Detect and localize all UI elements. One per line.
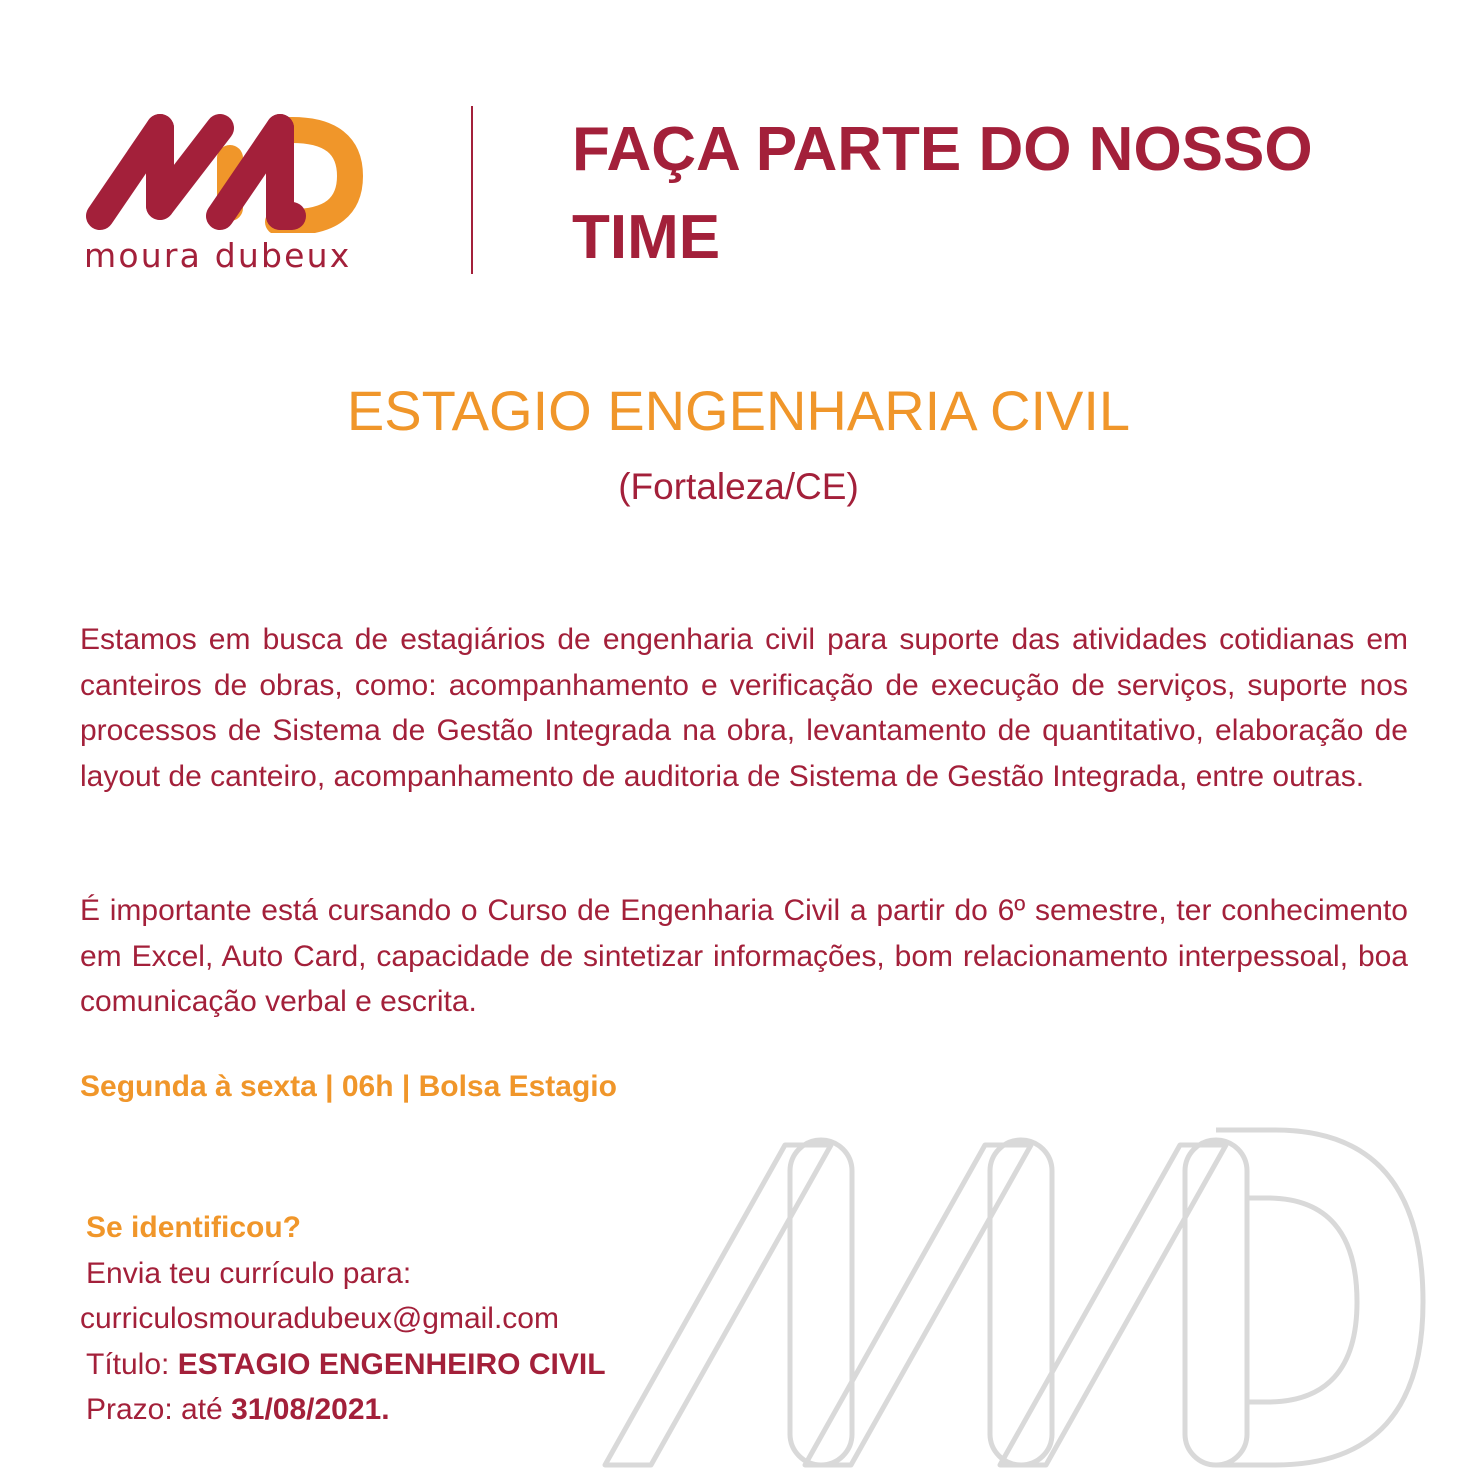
job-title: ESTAGIO ENGENHARIA CIVIL <box>346 379 1131 442</box>
contact-email[interactable]: curriculosmouradubeux@gmail.com <box>80 1302 559 1335</box>
md-monogram-outline-watermark-icon <box>595 1120 1445 1475</box>
md-monogram-logo-icon <box>80 108 370 233</box>
contact-deadline <box>80 1387 606 1433</box>
subject-value: ESTAGIO ENGENHEIRO CIVIL <box>177 1347 606 1381</box>
header-divider <box>471 106 473 274</box>
deadline-label: Prazo: até <box>86 1393 232 1426</box>
subject-label: Título: <box>86 1347 178 1381</box>
job-description: Estamos em busca de estagiários de engenharia civil para suporte das atividades cotidianas em canteiros de obras, como: acompanhamento e verificação de execução de serviços, suporte nos processos de Sistema de Gestão Integrada na obra, levantamento de quantitativo, elaboração de layout de canteiro, acompanhamento de auditoria de Sistema de Gestão Integrada, entre outras. <box>80 623 1408 793</box>
job-requirements: É importante está cursando o Curso de Engenharia Civil a partir do 6º semestre, ter conhecimento em Excel, Auto Card, capacidade de sintetizar informações, bom relacionamento interpessoal, boa comunicação verbal e escrita. <box>80 894 1408 1018</box>
contact-send-line: Envia teu currículo para: <box>86 1256 412 1290</box>
page-headline: FAÇA PARTE DO NOSSO TIME <box>572 115 1313 272</box>
job-location: (Fortaleza/CE) <box>618 466 859 507</box>
contact-block <box>80 1205 606 1433</box>
job-schedule: Segunda à sexta | 06h | Bolsa Estagio <box>80 1070 617 1103</box>
brand-logo <box>80 108 370 278</box>
deadline-value: 31/08/2021. <box>231 1393 390 1426</box>
brand-name: moura dubeux <box>84 236 352 275</box>
contact-cta: Se identificou? <box>86 1211 302 1244</box>
contact-subject <box>80 1342 606 1388</box>
